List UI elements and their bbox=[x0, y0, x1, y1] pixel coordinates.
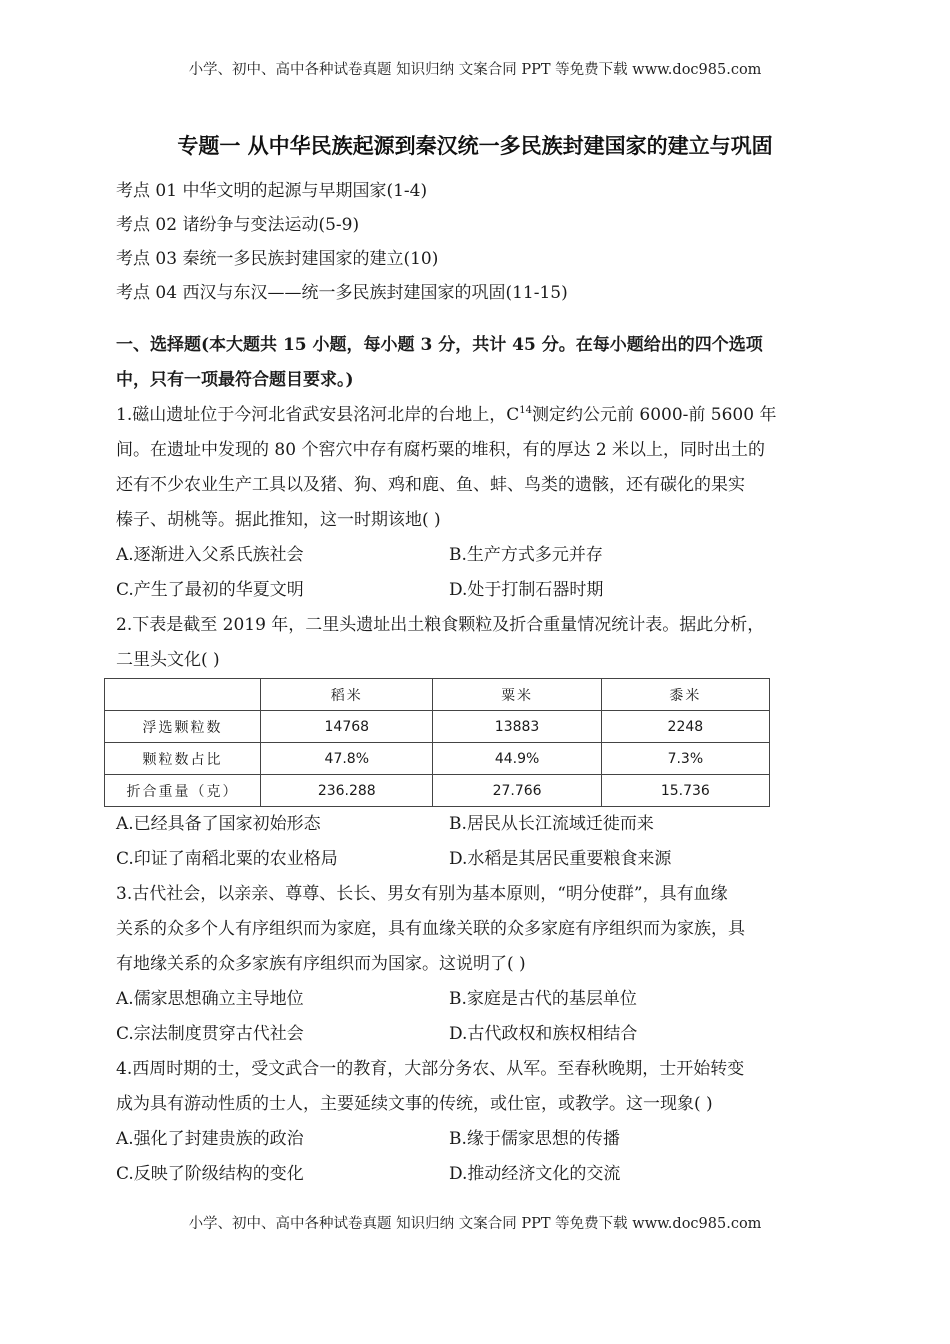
question-text bbox=[116, 398, 836, 433]
page-title: 专题一 从中华民族起源到秦汉统一多民族封建国家的建立与巩固 bbox=[177, 134, 773, 158]
table-row bbox=[105, 743, 770, 775]
option-d: D.水稻是其居民重要粮食来源 bbox=[449, 849, 672, 869]
question-text-part: 1.磁山遗址位于今河北省武安县洺河北岸的台地上，C bbox=[116, 405, 520, 425]
question-text: 成为具有游动性质的士人，主要延续文事的传统，或仕宦，或教学。这一现象( ) bbox=[116, 1094, 713, 1114]
section-heading-line: 中，只有一项最符合题目要求。) bbox=[116, 370, 354, 390]
table-row bbox=[105, 775, 770, 807]
page-footer: 小学、初中、高中各种试卷真题 知识归纳 文案合同 PPT 等免费下载 www.doc985.com bbox=[188, 1216, 762, 1232]
question-4 bbox=[116, 1052, 836, 1192]
question-text: 2.下表是截至 2019 年，二里头遗址出土粮食颗粒及折合重量情况统计表。据此分析， bbox=[116, 615, 765, 635]
option-a: A.儒家思想确立主导地位 bbox=[116, 989, 304, 1009]
question-text: 3.古代社会，以亲亲、尊尊、长长、男女有别为基本原则，“明分使群”，具有血缘 bbox=[116, 884, 728, 904]
option-c: C.印证了南稻北粟的农业格局 bbox=[116, 849, 338, 869]
question-1 bbox=[116, 398, 836, 608]
question-text: 间。在遗址中发现的 80 个窖穴中存有腐朽粟的堆积，有的厚达 2 米以上，同时出土的 bbox=[116, 440, 766, 460]
option-d: D.推动经济文化的交流 bbox=[449, 1164, 621, 1184]
document-body bbox=[116, 174, 836, 1192]
options-row bbox=[116, 1157, 836, 1192]
option-b: B.缘于儒家思想的传播 bbox=[449, 1129, 620, 1149]
options-row bbox=[116, 1017, 836, 1052]
option-a: A.强化了封建贵族的政治 bbox=[116, 1129, 304, 1149]
option-a: A.已经具备了国家初始形态 bbox=[116, 814, 321, 834]
superscript: 14 bbox=[519, 405, 532, 416]
table-cell: 14768 bbox=[261, 711, 433, 743]
option-d: D.古代政权和族权相结合 bbox=[449, 1024, 638, 1044]
options-row bbox=[116, 538, 836, 573]
page-header: 小学、初中、高中各种试卷真题 知识归纳 文案合同 PPT 等免费下载 www.doc985.com bbox=[188, 62, 762, 78]
question-text: 二里头文化( ) bbox=[116, 650, 220, 670]
table-cell: 44.9% bbox=[433, 743, 601, 775]
kaodian-list bbox=[116, 174, 836, 310]
question-text-part: 测定约公元前 6000-前 5600 年 bbox=[531, 405, 777, 425]
table-cell: 13883 bbox=[433, 711, 601, 743]
question-text: 关系的众多个人有序组织而为家庭，具有血缘关联的众多家庭有序组织而为家族，具 bbox=[116, 919, 745, 939]
table-row-label: 颗粒数占比 bbox=[105, 743, 261, 775]
question-text: 有地缘关系的众多家族有序组织而为国家。这说明了( ) bbox=[116, 954, 526, 974]
kaodian-item: 考点 01 中华文明的起源与早期国家(1-4) bbox=[116, 181, 428, 201]
section-heading bbox=[116, 328, 836, 398]
option-d: D.处于打制石器时期 bbox=[449, 580, 604, 600]
table-cell: 236.288 bbox=[261, 775, 433, 807]
table-row-label: 折合重量（克） bbox=[105, 775, 261, 807]
option-b: B.家庭是古代的基层单位 bbox=[449, 989, 637, 1009]
options-row bbox=[116, 982, 836, 1017]
table-cell: 15.736 bbox=[601, 775, 769, 807]
table-header-cell: 稻米 bbox=[261, 679, 433, 711]
question-text: 还有不少农业生产工具以及猪、狗、鸡和鹿、鱼、蚌、鸟类的遗骸，还有碳化的果实 bbox=[116, 475, 745, 495]
question-text: 榛子、胡桃等。据此推知，这一时期该地( ) bbox=[116, 510, 441, 530]
question-text: 4.西周时期的士，受文武合一的教育，大部分务农、从军。至春秋晚期，士开始转变 bbox=[116, 1059, 745, 1079]
table-header-cell: 粟米 bbox=[433, 679, 601, 711]
table-cell: 47.8% bbox=[261, 743, 433, 775]
kaodian-item: 考点 04 西汉与东汉——统一多民族封建国家的巩固(11-15) bbox=[116, 283, 568, 303]
table-cell: 2248 bbox=[601, 711, 769, 743]
option-c: C.产生了最初的华夏文明 bbox=[116, 580, 304, 600]
options-row bbox=[116, 807, 836, 842]
grain-statistics-table bbox=[104, 678, 770, 807]
option-a: A.逐渐进入父系氏族社会 bbox=[116, 545, 304, 565]
options-row bbox=[116, 1122, 836, 1157]
kaodian-item: 考点 02 诸纷争与变法运动(5-9) bbox=[116, 215, 360, 235]
table-cell: 27.766 bbox=[433, 775, 601, 807]
options-row bbox=[116, 573, 836, 608]
table-header-row bbox=[105, 679, 770, 711]
option-c: C.宗法制度贯穿古代社会 bbox=[116, 1024, 304, 1044]
section-heading-line: 一、选择题(本大题共 15 小题，每小题 3 分，共计 45 分。在每小题给出的四个选项 bbox=[116, 335, 763, 355]
table-row-label: 浮选颗粒数 bbox=[105, 711, 261, 743]
table-cell: 7.3% bbox=[601, 743, 769, 775]
question-2 bbox=[116, 608, 836, 877]
option-c: C.反映了阶级结构的变化 bbox=[116, 1164, 304, 1184]
table-row bbox=[105, 711, 770, 743]
table-header-cell bbox=[105, 679, 261, 711]
option-b: B.生产方式多元并存 bbox=[449, 545, 603, 565]
options-row bbox=[116, 842, 836, 877]
option-b: B.居民从长江流域迁徙而来 bbox=[449, 814, 654, 834]
table-header-cell: 黍米 bbox=[601, 679, 769, 711]
question-3 bbox=[116, 877, 836, 1052]
kaodian-item: 考点 03 秦统一多民族封建国家的建立(10) bbox=[116, 249, 439, 269]
